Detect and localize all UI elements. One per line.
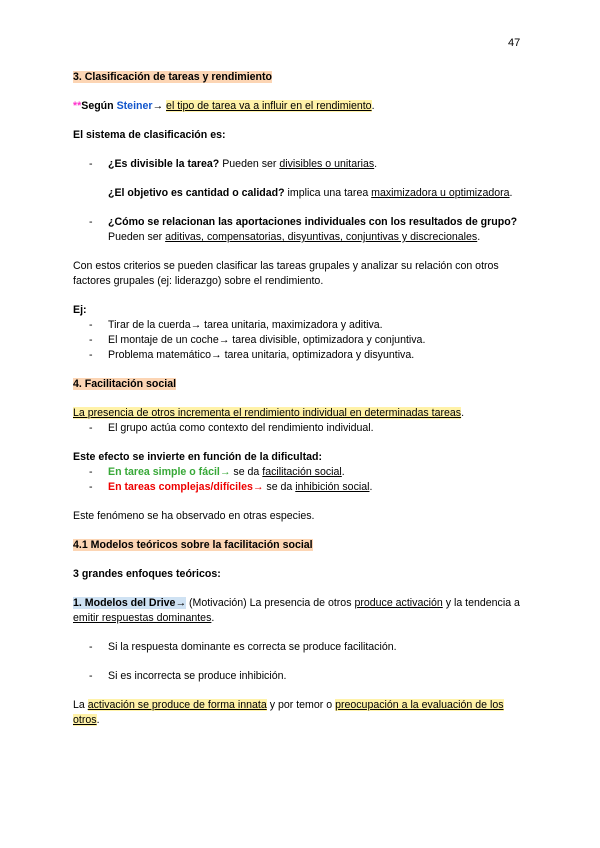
presence-line: La presencia de otros incrementa el rendimiento individual en determinadas tareas. bbox=[73, 407, 465, 419]
system-heading: El sistema de clasificación es: bbox=[73, 129, 226, 141]
invert-heading: Este efecto se invierte en función de la dificultad: bbox=[73, 451, 323, 463]
drive-paragraph: 1. Modelos del Drive→ (Motivación) La presencia de otros produce activación y la tendencia a emitir respuestas dominantes. bbox=[73, 597, 520, 624]
example-item: - Tirar de la cuerda→ tarea unitaria, maximizadora y aditiva. bbox=[89, 319, 383, 331]
list-item-correct: - Si la respuesta dominante es correcta se produce facilitación. bbox=[89, 641, 397, 653]
list-item-group-context: - El grupo actúa como contexto del rendimiento individual. bbox=[89, 422, 374, 434]
approaches-heading: 3 grandes enfoques teóricos: bbox=[73, 568, 221, 580]
list-item-divisible: - ¿Es divisible la tarea? Pueden ser divisibles o unitarias. bbox=[89, 158, 378, 170]
list-item-complex-task: - En tareas complejas/difíciles→ se da inhibición social. bbox=[89, 481, 373, 493]
list-item-objective: ¿El objetivo es cantidad o calidad? implica una tarea maximizadora u optimizadora. bbox=[108, 187, 513, 199]
example-item: - Problema matemático→ tarea unitaria, optimizadora y disyuntiva. bbox=[89, 349, 415, 361]
activation-paragraph: La activación se produce de forma innata y por temor o preocupación a la evaluación de los otros. bbox=[73, 699, 504, 726]
page-number: 47 bbox=[508, 37, 521, 49]
list-item-contributions: - ¿Cómo se relacionan las aportaciones individuales con los resultados de grupo? Pueden ser aditivas, compensatorias, disyuntivas, conjuntivas y discrecionales. bbox=[89, 216, 518, 243]
species-paragraph: Este fenómeno se ha observado en otras especies. bbox=[73, 510, 315, 522]
examples-label: Ej: bbox=[73, 304, 87, 316]
document-body bbox=[73, 70, 528, 728]
list-item-simple-task: - En tarea simple o fácil→ se da facilitación social. bbox=[89, 466, 345, 478]
criteria-paragraph: Con estos criterios se pueden clasificar las tareas grupales y analizar su relación con otros factores grupales (ej: liderazgo) sobre el rendimiento. bbox=[73, 260, 499, 287]
section-4-heading: 4. Facilitación social bbox=[73, 378, 177, 390]
section-3-heading: 3. Clasificación de tareas y rendimiento bbox=[73, 71, 273, 83]
section-4-1-heading: 4.1 Modelos teóricos sobre la facilitación social bbox=[73, 539, 313, 551]
list-item-incorrect: - Si es incorrecta se produce inhibición. bbox=[89, 670, 287, 682]
example-item: - El montaje de un coche→ tarea divisible, optimizadora y conjuntiva. bbox=[89, 334, 426, 346]
steiner-line: **Según Steiner→ el tipo de tarea va a influir en el rendimiento. bbox=[73, 100, 375, 112]
